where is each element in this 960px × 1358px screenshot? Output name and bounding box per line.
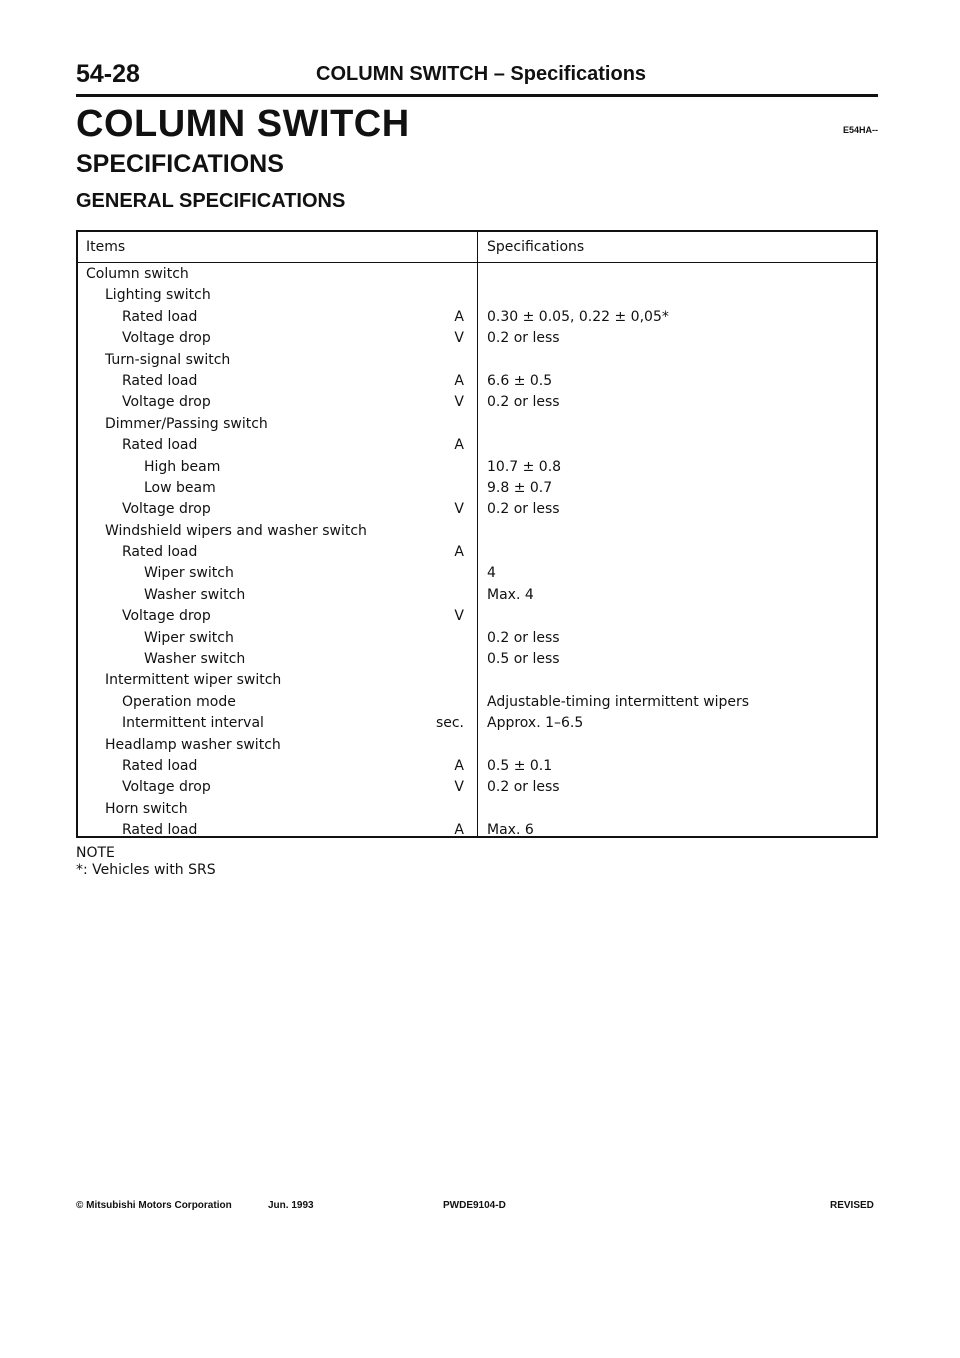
row-item: Rated load [122, 544, 198, 561]
row-value: Max. 4 [487, 586, 534, 603]
section-title: SPECIFICATIONS [76, 150, 284, 178]
table-row [78, 499, 876, 520]
row-unit: A [454, 822, 464, 839]
table-row [78, 285, 876, 306]
table-row [78, 264, 876, 285]
header-items: Items [86, 239, 126, 255]
row-unit: A [454, 372, 464, 389]
row-item: Washer switch [144, 586, 246, 603]
footer-doc-code: PWDE9104-D [443, 1200, 506, 1211]
header-specifications: Specifications [487, 239, 585, 255]
table-body [78, 264, 876, 842]
row-unit: V [454, 501, 464, 518]
row-item: Intermittent interval [122, 715, 264, 732]
row-item: Windshield wipers and washer switch [105, 522, 367, 539]
row-value: Adjustable-timing intermittent wipers [487, 693, 750, 710]
footer-date: Jun. 1993 [268, 1200, 314, 1211]
row-unit: V [454, 330, 464, 347]
row-item: Low beam [144, 479, 216, 496]
table-row [78, 307, 876, 328]
row-item: Voltage drop [122, 779, 211, 796]
row-unit: A [454, 757, 464, 774]
row-item: Lighting switch [105, 287, 211, 304]
row-item: Voltage drop [122, 394, 211, 411]
row-value: 4 [487, 565, 496, 582]
row-item: Washer switch [144, 651, 246, 668]
table-row [78, 692, 876, 713]
table-row [78, 414, 876, 435]
table-row [78, 435, 876, 456]
table-row [78, 820, 876, 841]
row-unit: A [454, 308, 464, 325]
row-value: 0.2 or less [487, 330, 560, 347]
running-head: COLUMN SWITCH – Specifications [316, 63, 647, 85]
footer-status: REVISED [830, 1200, 874, 1211]
row-item: Rated load [122, 372, 198, 389]
table-row [78, 371, 876, 392]
row-value: 9.8 ± 0.7 [487, 479, 553, 496]
row-value: 0.2 or less [487, 629, 560, 646]
row-item: Horn switch [105, 800, 188, 817]
table-row [78, 799, 876, 820]
row-item: Rated load [122, 437, 198, 454]
note-title: NOTE [76, 845, 115, 861]
row-item: Operation mode [122, 693, 236, 710]
row-unit: V [454, 608, 464, 625]
row-value: 0.2 or less [487, 501, 560, 518]
note-text: *: Vehicles with SRS [76, 862, 216, 878]
row-value: 0.2 or less [487, 394, 560, 411]
table-row [78, 606, 876, 627]
row-unit: V [454, 779, 464, 796]
row-value: Approx. 1–6.5 [487, 715, 584, 732]
table-row [78, 328, 876, 349]
row-item: Intermittent wiper switch [105, 672, 282, 689]
row-value: 0.2 or less [487, 779, 560, 796]
table-row [78, 628, 876, 649]
table-row [78, 756, 876, 777]
row-item: Rated load [122, 822, 198, 839]
row-item: Dimmer/Passing switch [105, 415, 268, 432]
table-row [78, 649, 876, 670]
row-value: 6.6 ± 0.5 [487, 372, 553, 389]
row-item: Voltage drop [122, 501, 211, 518]
row-item: Wiper switch [144, 565, 234, 582]
row-item: Voltage drop [122, 608, 211, 625]
document-code: E54HA-- [843, 125, 879, 135]
row-unit: A [454, 544, 464, 561]
table-row [78, 585, 876, 606]
table-row [78, 735, 876, 756]
table-row [78, 777, 876, 798]
row-value: 0.5 or less [487, 651, 560, 668]
page-title: COLUMN SWITCH [76, 103, 410, 145]
row-unit: A [454, 437, 464, 454]
row-item: Turn-signal switch [105, 351, 231, 368]
row-unit: V [454, 394, 464, 411]
table-row [78, 563, 876, 584]
table-row [78, 521, 876, 542]
specifications-table [76, 230, 878, 838]
row-value: 0.30 ± 0.05, 0.22 ± 0,05* [487, 308, 669, 325]
table-row [78, 713, 876, 734]
row-item: High beam [144, 458, 221, 475]
row-value: 0.5 ± 0.1 [487, 757, 553, 774]
footer-copyright: © Mitsubishi Motors Corporation [76, 1200, 232, 1211]
row-value: 10.7 ± 0.8 [487, 458, 562, 475]
row-item: Rated load [122, 308, 198, 325]
row-item: Voltage drop [122, 330, 211, 347]
table-row [78, 392, 876, 413]
row-item: Rated load [122, 757, 198, 774]
table-row [78, 542, 876, 563]
row-item: Wiper switch [144, 629, 234, 646]
table-row [78, 457, 876, 478]
row-unit: sec. [435, 715, 464, 732]
subsection-title: GENERAL SPECIFICATIONS [76, 190, 346, 212]
row-item: Headlamp washer switch [105, 736, 281, 753]
page-number: 54-28 [76, 60, 140, 88]
row-item: Column switch [86, 266, 189, 282]
table-row [78, 670, 876, 691]
header-row-rule [78, 262, 876, 263]
row-value: Max. 6 [487, 822, 534, 839]
table-row [78, 478, 876, 499]
table-row [78, 350, 876, 371]
header-rule [76, 94, 878, 97]
